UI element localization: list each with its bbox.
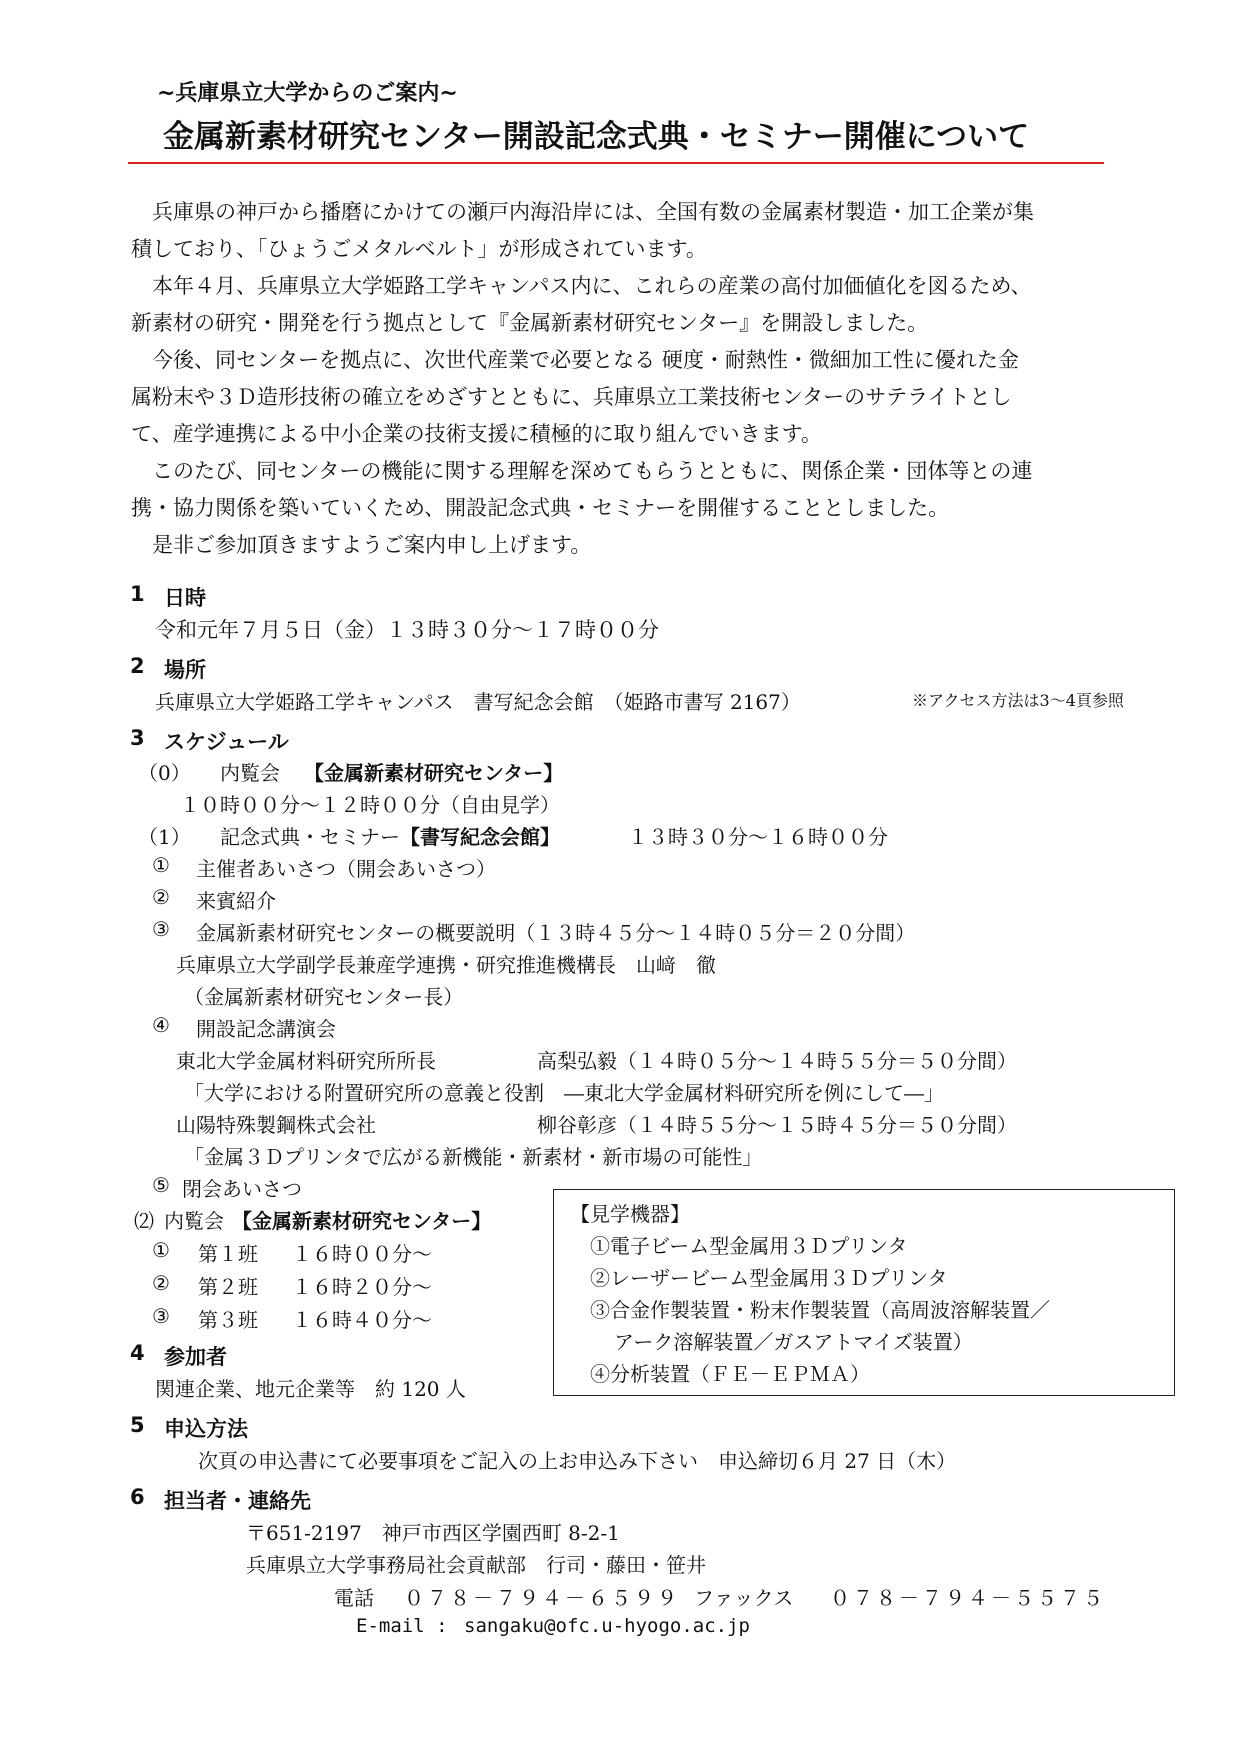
lecture-1-speaker: 高梨弘毅（１４時０５分～１４時５５分＝５０分間） (537, 1049, 1017, 1073)
equipment-heading: 【見学機器】 (570, 1202, 690, 1226)
item-mark: ④ (152, 1013, 170, 1037)
title-divider (128, 162, 1104, 164)
schedule-part-place: 【金属新素材研究センター】 (232, 1209, 492, 1233)
tour-group-name: 第３班 (198, 1308, 258, 1332)
equipment-item: ①電子ビーム型金属用３Ｄプリンタ (590, 1234, 908, 1258)
schedule-part-name: 記念式典・セミナー (220, 825, 400, 849)
tour-group-name: 第２班 (198, 1275, 258, 1299)
program-item-guests: 来賓紹介 (196, 889, 276, 913)
schedule-part-name: 内覧会 (220, 761, 280, 785)
overview-speaker: 兵庫県立大学副学長兼産学連携・研究推進機構長 山﨑 徹 (176, 953, 716, 977)
intro-line: このたび、同センターの機能に関する理解を深めてもらうとともに、関係企業・団体等との連 (131, 459, 1033, 483)
phone-number: ０７８－７９４－６５９９ (404, 1586, 680, 1610)
equipment-item: ③合金作製装置・粉末作製装置（高周波溶解装置／ (590, 1298, 1050, 1322)
item-mark: ⑤ (152, 1173, 170, 1197)
lecture-1-title: 「大学における附置研究所の意義と役割 ―東北大学金属材料研究所を例にして―」 (184, 1081, 944, 1105)
section-heading-venue: 場所 (164, 658, 206, 682)
lecture-2-speaker: 柳谷彰彦（１４時５５分～１５時４５分＝５０分間） (537, 1113, 1017, 1137)
group-mark: ② (152, 1271, 170, 1295)
email-label: E-mail : (356, 1615, 448, 1637)
schedule-part-name: 内覧会 (164, 1209, 224, 1233)
program-item-opening: 主催者あいさつ（開会あいさつ） (196, 857, 496, 881)
application-text: 次頁の申込書にて必要事項をご記入の上お申込み下さい 申込締切６月 27 日（木） (198, 1449, 957, 1473)
item-mark: ③ (152, 917, 170, 941)
section-number: 5 (130, 1413, 145, 1437)
lecture-2-organization: 山陽特殊製鋼株式会社 (176, 1113, 376, 1137)
intro-line: 本年４月、兵庫県立大学姫路工学キャンパス内に、これらの産業の高付加価値化を図るため、 (131, 274, 1032, 298)
section-number: 2 (130, 654, 145, 678)
intro-line: 是非ご参加頂きますようご案内申し上げます。 (131, 533, 592, 557)
intro-paragraphs (131, 194, 1121, 564)
equipment-item: アーク溶解装置／ガスアトマイズ装置） (614, 1330, 973, 1354)
intro-line: て、産学連携による中小企業の技術支援に積極的に取り組んでいきます。 (131, 422, 822, 446)
tour-group-time: １６時２０分～ (292, 1275, 432, 1299)
equipment-box (553, 1189, 1175, 1396)
subtitle: ~兵庫県立大学からのご案内~ (157, 81, 458, 106)
section-number: 6 (130, 1485, 145, 1509)
intro-line: 新素材の研究・開発を行う拠点として『金属新素材研究センター』を開設しました。 (131, 311, 929, 335)
lecture-2-title: 「金属３Ｄプリンタで広がる新機能・新素材・新市場の可能性」 (184, 1145, 763, 1169)
schedule-part-label: ⑵ (134, 1209, 154, 1233)
intro-line: 今後、同センターを拠点に、次世代産業で必要となる 硬度・耐熱性・微細加工性に優れた金 (131, 348, 1019, 372)
event-datetime: 令和元年７月５日（金）１３時３０分～１７時００分 (155, 618, 659, 642)
intro-line: 積しており、「ひょうごメタルベルト」が形成されています。 (131, 237, 707, 261)
overview-speaker-role: （金属新素材研究センター長） (184, 985, 464, 1009)
section-heading-participants: 参加者 (164, 1345, 227, 1369)
access-note: ※アクセス方法は3～4頁参照 (912, 691, 1124, 710)
schedule-part-place: 【書写紀念会館】 (400, 825, 560, 849)
contact-address: 〒651-2197 神戸市西区学園西町 8-2-1 (246, 1521, 620, 1545)
participants-text: 関連企業、地元企業等 約 120 人 (155, 1377, 466, 1401)
section-heading-contact: 担当者・連絡先 (164, 1489, 311, 1513)
intro-line: 属粉末や３Ｄ造形技術の確立をめざすとともに、兵庫県立工業技術センターのサテライトとし (131, 385, 1012, 409)
group-mark: ① (152, 1238, 170, 1262)
schedule-part-label: （1） (138, 825, 191, 849)
contact-office: 兵庫県立大学事務局社会貢献部 行司・藤田・笹井 (246, 1553, 706, 1577)
intro-line: 携・協力関係を築いていくため、開設記念式典・セミナーを開催することとしました。 (131, 496, 950, 520)
page-title: 金属新素材研究センター開設記念式典・セミナー開催について (163, 119, 1030, 155)
email-address[interactable]: sangaku@ofc.u-hyogo.ac.jp (464, 1615, 750, 1637)
section-heading-schedule: スケジュール (164, 730, 289, 754)
program-item-lectures: 開設記念講演会 (196, 1017, 336, 1041)
intro-line: 兵庫県の神戸から播磨にかけての瀬戸内海沿岸には、全国有数の金属素材製造・加工企業が集 (131, 200, 1034, 224)
schedule-part-place: 【金属新素材研究センター】 (304, 761, 564, 785)
fax-number: ０７８－７９４－５５７５ (830, 1586, 1106, 1610)
schedule-part-time: １０時００分～１２時００分（自由見学） (180, 793, 560, 817)
program-item-overview: 金属新素材研究センターの概要説明（１３時４５分～１４時０５分＝２０分間） (196, 921, 916, 945)
equipment-item: ②レーザービーム型金属用３Ｄプリンタ (590, 1266, 948, 1290)
section-number: 4 (130, 1341, 145, 1365)
item-mark: ② (152, 885, 170, 909)
section-heading-application: 申込方法 (164, 1417, 248, 1441)
lecture-1-organization: 東北大学金属材料研究所所長 (176, 1049, 436, 1073)
event-venue: 兵庫県立大学姫路工学キャンパス 書写紀念会館 （姫路市書写 2167） (155, 690, 801, 714)
section-heading-datetime: 日時 (164, 586, 206, 610)
group-mark: ③ (152, 1304, 170, 1328)
schedule-part-label: （0） (138, 761, 191, 785)
tour-group-time: １６時４０分～ (292, 1308, 432, 1332)
section-number: 3 (130, 726, 145, 750)
program-item-closing: 閉会あいさつ (182, 1177, 302, 1201)
phone-label: 電話 (334, 1586, 374, 1610)
tour-group-name: 第１班 (198, 1242, 258, 1266)
item-mark: ① (152, 853, 170, 877)
schedule-part-time: １３時３０分～１６時００分 (628, 825, 888, 849)
section-number: 1 (130, 582, 145, 606)
tour-group-time: １６時００分～ (292, 1242, 432, 1266)
equipment-item: ④分析装置（ＦＥ－ＥＰＭＡ） (590, 1362, 870, 1386)
fax-label: ファックス (694, 1586, 794, 1610)
